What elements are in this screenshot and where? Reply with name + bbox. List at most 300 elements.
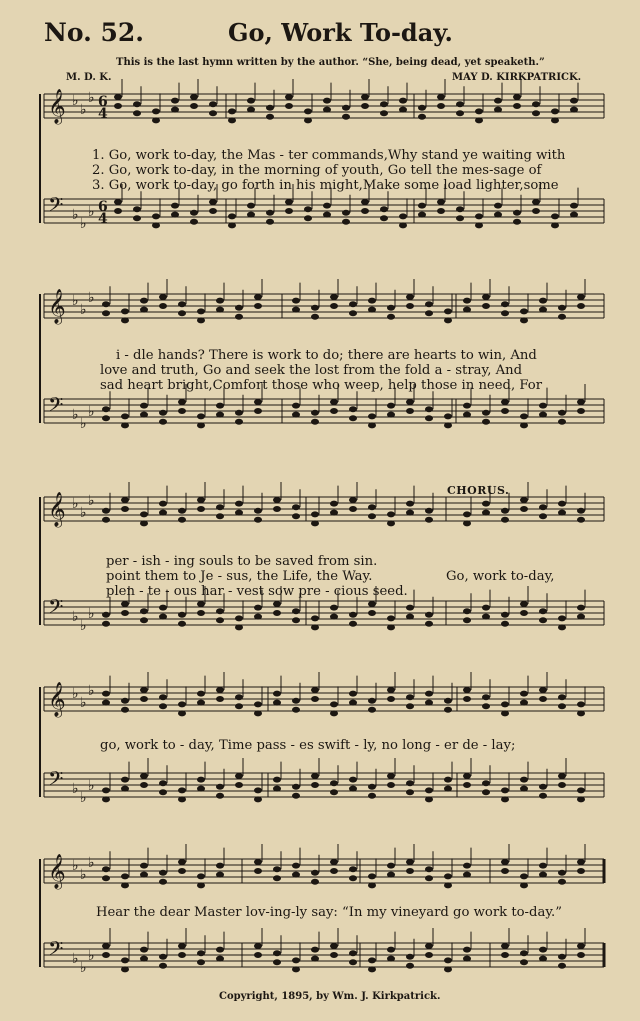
note-head	[178, 517, 186, 523]
note-head	[577, 517, 585, 523]
note-head	[235, 782, 243, 788]
lyric-line: plen - te - ous har - vest sow pre - cious seed.	[106, 584, 408, 599]
note-head	[292, 698, 300, 704]
note-head	[463, 307, 471, 313]
note-head	[102, 796, 110, 802]
note-head	[520, 601, 528, 607]
note-head	[501, 517, 509, 523]
note-head	[399, 107, 407, 113]
note-head	[406, 408, 414, 414]
note-head	[330, 408, 338, 414]
note-head	[330, 868, 338, 874]
note-head	[380, 101, 388, 107]
flat-icon: ♭	[80, 960, 87, 976]
note-head	[304, 117, 312, 123]
note-head	[247, 98, 255, 104]
note-head	[558, 419, 566, 425]
note-head	[247, 107, 255, 113]
note-head	[387, 773, 395, 779]
note-head	[216, 298, 224, 304]
note-head	[475, 108, 483, 114]
note-head	[235, 419, 243, 425]
note-head	[406, 501, 414, 507]
note-head	[368, 966, 376, 972]
note-head	[558, 870, 566, 876]
note-head	[425, 875, 433, 881]
note-head	[121, 497, 129, 503]
note-head	[178, 621, 186, 627]
note-head	[102, 301, 110, 307]
note-head	[444, 777, 452, 783]
note-head	[178, 787, 186, 793]
note-head	[216, 687, 224, 693]
note-head	[558, 879, 566, 885]
note-head	[285, 94, 293, 100]
note-head	[380, 206, 388, 212]
note-head	[159, 510, 167, 516]
note-head	[463, 608, 471, 614]
note-head	[121, 957, 129, 963]
note-head	[558, 782, 566, 788]
note-head	[121, 413, 129, 419]
note-head	[209, 101, 217, 107]
note-head	[190, 219, 198, 225]
note-head	[482, 501, 490, 507]
note-head	[311, 956, 319, 962]
note-head	[235, 314, 243, 320]
note-head	[254, 952, 262, 958]
flat-icon: ♭	[88, 404, 95, 420]
note-head	[551, 222, 559, 228]
note-head	[190, 94, 198, 100]
note-head	[228, 213, 236, 219]
note-head	[140, 412, 148, 418]
note-head	[292, 957, 300, 963]
note-head	[311, 314, 319, 320]
flat-icon: ♭	[88, 948, 95, 964]
lyric-line: per - ish - ing souls to be saved from sin.	[106, 554, 378, 569]
note-head	[311, 773, 319, 779]
note-head	[323, 98, 331, 104]
note-head	[197, 873, 205, 879]
note-head	[425, 310, 433, 316]
note-head	[140, 947, 148, 953]
note-head	[494, 98, 502, 104]
note-head	[102, 787, 110, 793]
note-head	[501, 701, 509, 707]
note-head	[330, 399, 338, 405]
flat-icon: ♭	[80, 216, 87, 232]
note-head	[463, 947, 471, 953]
note-head	[558, 410, 566, 416]
note-head	[140, 872, 148, 878]
note-head	[292, 403, 300, 409]
note-head	[178, 408, 186, 414]
note-head	[368, 784, 376, 790]
note-head	[406, 605, 414, 611]
note-head	[323, 107, 331, 113]
note-head	[368, 513, 376, 519]
note-head	[254, 399, 262, 405]
note-head	[539, 617, 547, 623]
flat-icon: ♭	[80, 695, 87, 711]
note-head	[387, 863, 395, 869]
note-head	[152, 222, 160, 228]
note-head	[387, 696, 395, 702]
note-head	[273, 866, 281, 872]
note-head	[311, 687, 319, 693]
note-head	[235, 501, 243, 507]
note-head	[197, 317, 205, 323]
note-head	[361, 208, 369, 214]
note-head	[558, 963, 566, 969]
note-head	[368, 873, 376, 879]
note-head	[235, 694, 243, 700]
note-head	[311, 879, 319, 885]
note-head	[577, 614, 585, 620]
note-head	[247, 203, 255, 209]
note-head	[501, 408, 509, 414]
note-head	[121, 873, 129, 879]
note-head	[311, 520, 319, 526]
note-head	[577, 952, 585, 958]
note-head	[197, 506, 205, 512]
note-head	[159, 879, 167, 885]
time-signature-top: 6	[98, 199, 108, 215]
flat-icon: ♭	[80, 302, 87, 318]
note-head	[216, 947, 224, 953]
flat-icon: ♭	[80, 505, 87, 521]
lyric-line: 3. Go, work to-day, go forth in his might,Make some load lighter,some	[92, 178, 559, 193]
note-head	[273, 950, 281, 956]
note-head	[577, 868, 585, 874]
note-head	[102, 875, 110, 881]
note-head	[197, 308, 205, 314]
note-head	[254, 787, 262, 793]
note-head	[140, 782, 148, 788]
note-head	[425, 700, 433, 706]
note-head	[482, 694, 490, 700]
note-head	[121, 308, 129, 314]
note-head	[197, 700, 205, 706]
note-head	[330, 789, 338, 795]
note-head	[577, 787, 585, 793]
note-head	[444, 413, 452, 419]
note-head	[368, 307, 376, 313]
note-head	[456, 101, 464, 107]
note-head	[425, 301, 433, 307]
note-head	[387, 520, 395, 526]
note-head	[444, 698, 452, 704]
note-head	[342, 219, 350, 225]
flat-icon: ♭	[88, 778, 95, 794]
note-head	[152, 108, 160, 114]
note-head	[501, 943, 509, 949]
note-head	[254, 859, 262, 865]
note-head	[254, 710, 262, 716]
note-head	[159, 694, 167, 700]
note-head	[349, 959, 357, 965]
note-head	[114, 199, 122, 205]
note-head	[330, 510, 338, 516]
note-head	[456, 110, 464, 116]
note-head	[501, 310, 509, 316]
note-head	[406, 868, 414, 874]
note-head	[133, 215, 141, 221]
note-head	[558, 305, 566, 311]
note-head	[406, 614, 414, 620]
note-head	[501, 710, 509, 716]
note-head	[494, 203, 502, 209]
lyric-line: 2. Go, work to-day, in the morning of youth, Go tell the mes-sage of	[92, 163, 542, 178]
note-head	[577, 303, 585, 309]
note-head	[254, 508, 262, 514]
note-head	[501, 796, 509, 802]
note-head	[330, 943, 338, 949]
note-head	[140, 307, 148, 313]
copyright-notice: Copyright, 1895, by Wm. J. Kirkpatrick.	[219, 991, 441, 1002]
note-head	[539, 513, 547, 519]
note-head	[349, 786, 357, 792]
note-head	[570, 212, 578, 218]
note-head	[361, 199, 369, 205]
note-head	[368, 957, 376, 963]
note-head	[406, 399, 414, 405]
note-head	[482, 703, 490, 709]
flat-icon: ♭	[72, 407, 79, 423]
note-head	[311, 511, 319, 517]
flat-icon: ♭	[72, 951, 79, 967]
note-head	[140, 520, 148, 526]
note-head	[216, 956, 224, 962]
note-head	[482, 510, 490, 516]
treble-clef-icon: 𝄞	[48, 854, 66, 889]
bass-clef-icon: 𝄢	[48, 767, 64, 795]
note-head	[463, 687, 471, 693]
note-head	[349, 866, 357, 872]
note-head	[513, 103, 521, 109]
note-head	[463, 782, 471, 788]
note-head	[178, 310, 186, 316]
note-head	[273, 691, 281, 697]
note-head	[216, 784, 224, 790]
note-head	[456, 215, 464, 221]
note-head	[133, 206, 141, 212]
note-head	[475, 117, 483, 123]
flat-icon: ♭	[72, 609, 79, 625]
note-head	[330, 859, 338, 865]
note-head	[387, 687, 395, 693]
note-head	[387, 511, 395, 517]
treble-clef-icon: 𝄞	[48, 492, 66, 527]
note-head	[482, 294, 490, 300]
note-head	[285, 199, 293, 205]
note-head	[349, 612, 357, 618]
note-head	[368, 707, 376, 713]
note-head	[102, 406, 110, 412]
note-head	[159, 410, 167, 416]
note-head	[520, 882, 528, 888]
note-head	[292, 412, 300, 418]
note-head	[558, 624, 566, 630]
note-head	[361, 94, 369, 100]
note-head	[209, 208, 217, 214]
note-head	[216, 696, 224, 702]
flat-icon: ♭	[80, 790, 87, 806]
note-head	[254, 943, 262, 949]
note-head	[387, 782, 395, 788]
note-head	[102, 612, 110, 618]
note-head	[342, 105, 350, 111]
note-head	[330, 701, 338, 707]
note-head	[570, 98, 578, 104]
note-head	[159, 303, 167, 309]
note-head	[551, 213, 559, 219]
note-head	[482, 789, 490, 795]
note-head	[197, 691, 205, 697]
note-head	[292, 307, 300, 313]
flat-icon: ♭	[88, 855, 95, 871]
note-head	[551, 117, 559, 123]
note-head	[342, 114, 350, 120]
hymn-number: No. 52.	[44, 18, 144, 47]
note-head	[140, 608, 148, 614]
note-head	[273, 700, 281, 706]
lyric-line: point them to Je - sus, the Life, the Way.	[106, 569, 373, 584]
lyric-line: sad heart bright,Comfort those who weep, help those in need, For	[100, 378, 543, 393]
note-head	[197, 422, 205, 428]
note-head	[494, 107, 502, 113]
note-head	[121, 610, 129, 616]
note-head	[444, 317, 452, 323]
flat-icon: ♭	[72, 686, 79, 702]
note-head	[418, 114, 426, 120]
note-head	[520, 497, 528, 503]
flat-icon: ♭	[88, 606, 95, 622]
note-head	[532, 101, 540, 107]
note-head	[273, 959, 281, 965]
note-head	[520, 777, 528, 783]
note-head	[102, 517, 110, 523]
note-head	[520, 317, 528, 323]
note-head	[349, 777, 357, 783]
note-head	[273, 601, 281, 607]
note-head	[532, 199, 540, 205]
note-head	[520, 691, 528, 697]
note-head	[399, 213, 407, 219]
note-head	[368, 413, 376, 419]
note-head	[558, 615, 566, 621]
note-head	[425, 406, 433, 412]
note-head	[178, 508, 186, 514]
note-head	[444, 422, 452, 428]
note-head	[577, 701, 585, 707]
note-head	[342, 210, 350, 216]
note-head	[197, 950, 205, 956]
note-head	[380, 215, 388, 221]
note-head	[159, 294, 167, 300]
note-head	[102, 691, 110, 697]
hymn-title: Go, Work To-day.	[228, 18, 453, 47]
note-head	[577, 710, 585, 716]
note-head	[228, 117, 236, 123]
flat-icon: ♭	[72, 207, 79, 223]
note-head	[482, 303, 490, 309]
lyric-line: Hear the dear Master lov-ing-ly say: “In my vineyard go work to-day.”	[96, 905, 562, 920]
note-head	[513, 210, 521, 216]
note-head	[406, 859, 414, 865]
note-head	[558, 773, 566, 779]
note-head	[197, 777, 205, 783]
lyricist-credit: M. D. K.	[66, 72, 112, 83]
flat-icon: ♭	[72, 781, 79, 797]
note-head	[197, 786, 205, 792]
note-head	[520, 610, 528, 616]
note-head	[114, 103, 122, 109]
note-head	[368, 698, 376, 704]
note-head	[159, 954, 167, 960]
time-signature-top: 6	[98, 94, 108, 110]
note-head	[539, 403, 547, 409]
note-head	[235, 305, 243, 311]
note-head	[323, 203, 331, 209]
note-head	[463, 520, 471, 526]
note-head	[463, 403, 471, 409]
note-head	[444, 873, 452, 879]
note-head	[171, 203, 179, 209]
note-head	[292, 793, 300, 799]
note-head	[425, 517, 433, 523]
note-head	[140, 696, 148, 702]
note-head	[539, 298, 547, 304]
note-head	[501, 612, 509, 618]
note-head	[349, 415, 357, 421]
note-head	[216, 412, 224, 418]
note-head	[520, 422, 528, 428]
note-head	[520, 873, 528, 879]
note-head	[121, 506, 129, 512]
note-head	[159, 703, 167, 709]
note-head	[216, 793, 224, 799]
note-head	[159, 501, 167, 507]
note-head	[558, 501, 566, 507]
note-head	[577, 943, 585, 949]
note-head	[159, 870, 167, 876]
note-head	[349, 301, 357, 307]
note-head	[463, 863, 471, 869]
note-head	[551, 108, 559, 114]
note-head	[235, 510, 243, 516]
note-head	[178, 868, 186, 874]
note-head	[425, 943, 433, 949]
note-head	[513, 94, 521, 100]
note-head	[311, 870, 319, 876]
note-head	[216, 872, 224, 878]
note-head	[273, 610, 281, 616]
note-head	[406, 780, 414, 786]
note-head	[197, 413, 205, 419]
note-head	[539, 504, 547, 510]
note-head	[501, 508, 509, 514]
note-head	[520, 308, 528, 314]
note-head	[292, 863, 300, 869]
note-head	[368, 422, 376, 428]
chorus-label: CHORUS.	[447, 484, 510, 497]
bass-clef-icon: 𝄢	[48, 595, 64, 623]
flat-icon: ♭	[80, 102, 87, 118]
flat-icon: ♭	[88, 683, 95, 699]
note-head	[273, 777, 281, 783]
